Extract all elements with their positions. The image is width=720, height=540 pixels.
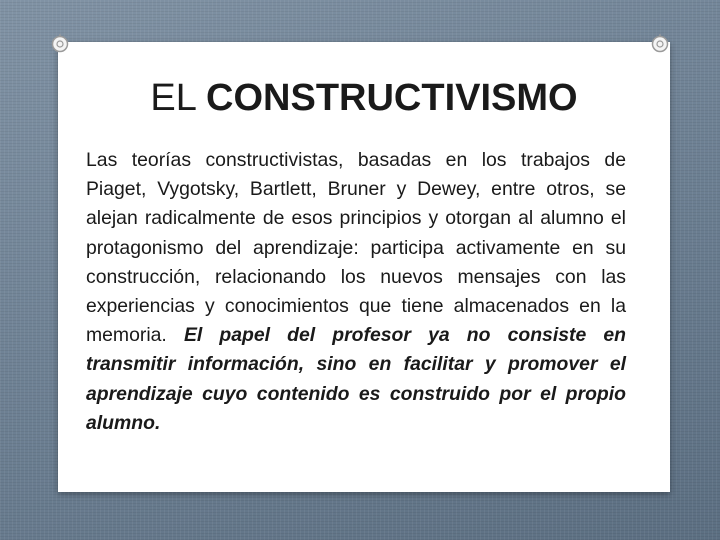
body-emphasis: El papel del profesor ya no consiste en transmitir información, sino en facilitar y promover el aprendizaje cuyo contenido es construido por el propio alumno. — [86, 324, 626, 434]
pushpin-icon — [650, 34, 670, 54]
slide-title-prefix: EL — [150, 77, 207, 119]
slide-body — [86, 146, 626, 438]
body-paragraph: Las teorías constructivistas, basadas en los trabajos de Piaget, Vygotsky, Bartlett, Bruner y Dewey, entre otros, se alejan radicalmente de esos principios y otorgan al alumno el protagonismo del aprendizaje: participa activamente en su construcción, relacionando los nuevos mensajes con las experiencias y conocimientos que tiene almacenados en la memoria. — [86, 149, 626, 347]
slide-title — [58, 72, 670, 124]
slide-title-main: CONSTRUCTIVISMO — [206, 77, 578, 119]
pushpin-icon — [50, 34, 70, 54]
